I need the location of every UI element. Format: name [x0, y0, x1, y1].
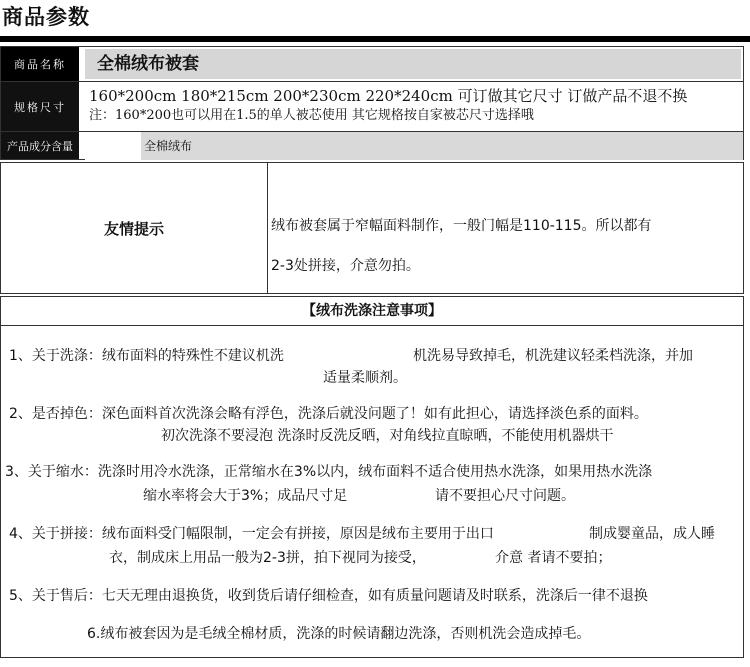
spec-row-name: [1, 47, 743, 81]
wash-section: [0, 296, 744, 658]
spec-size-line2: 注：160*200也可以用在1.5的单人被芯使用 其它规格按自家被芯尺寸选择哦: [89, 108, 534, 123]
wash-item-1a: 1、关于洗涤：绒布面料的特殊性不建议机洗: [9, 348, 284, 364]
spec-row-material: [1, 131, 743, 159]
wash-item-4d: 介意 者请不要拍；: [495, 550, 612, 566]
spec-size-label: 规格尺寸: [1, 82, 79, 131]
spec-size-value: [85, 82, 741, 132]
wash-item-2b: 初次洗涤不要浸泡 洗涤时反洗反晒，对角线拉直晾晒，不能使用机器烘干: [161, 428, 614, 444]
wash-item-5: 5、关于售后：七天无理由退换货，收到货后请仔细检查，如有质量问题请及时联系，洗涤后一律不退换: [9, 588, 648, 604]
tips-section: [0, 162, 744, 294]
wash-item-4c: 衣，制成床上用品一般为2-3拼，拍下视同为接受，: [109, 550, 426, 566]
spec-size-line1: 160*200cm 180*215cm 200*230cm 220*240cm 可订做其它尺寸 订做产品不退不换: [89, 87, 688, 105]
spec-row-size: [1, 81, 743, 131]
wash-title: 【绒布洗涤注意事项】: [1, 297, 743, 326]
header-divider: [0, 36, 750, 42]
wash-item-1c: 适量柔顺剂。: [323, 370, 407, 386]
page-title: 商品参数: [2, 5, 90, 29]
spec-name-value: 全棉绒布被套: [85, 49, 741, 79]
tips-line2: 2-3处拼接，介意勿拍。: [271, 258, 420, 274]
wash-item-3c: 请不要担心尺寸问题。: [435, 488, 575, 504]
wash-item-6: 6.绒布被套因为是毛绒全棉材质，洗涤的时候请翻边洗涤，否则机洗会造成掉毛。: [87, 626, 591, 642]
spec-name-label: 商品名称: [1, 47, 79, 81]
tips-label: 友情提示: [1, 163, 268, 293]
spec-material-value: 全棉绒布: [141, 132, 743, 160]
spec-material-gap: [85, 132, 141, 160]
wash-item-4a: 4、关于拼接：绒布面料受门幅限制，一定会有拼接，原因是绒布主要用于出口: [9, 526, 494, 542]
wash-item-2a: 2、是否掉色：深色面料首次洗涤会略有浮色，洗涤后就没问题了！如有此担心，请选择淡色系的面料。: [9, 406, 648, 422]
wash-item-4b: 制成婴童品，成人睡: [589, 526, 715, 542]
spec-material-label: 产品成分含量: [1, 132, 79, 159]
wash-item-3a: 3、关于缩水：洗涤时用冷水洗涤，正常缩水在3%以内，绒布面料不适合使用热水洗涤，如果用热水洗涤: [5, 464, 653, 480]
spec-table: [0, 46, 744, 160]
wash-item-1b: 机洗易导致掉毛，机洗建议轻柔档洗涤，并加: [413, 348, 693, 364]
wash-item-3b: 缩水率将会大于3%；成品尺寸足: [143, 488, 348, 504]
tips-line1: 绒布被套属于窄幅面料制作，一般门幅是110-115。所以都有: [271, 218, 652, 234]
